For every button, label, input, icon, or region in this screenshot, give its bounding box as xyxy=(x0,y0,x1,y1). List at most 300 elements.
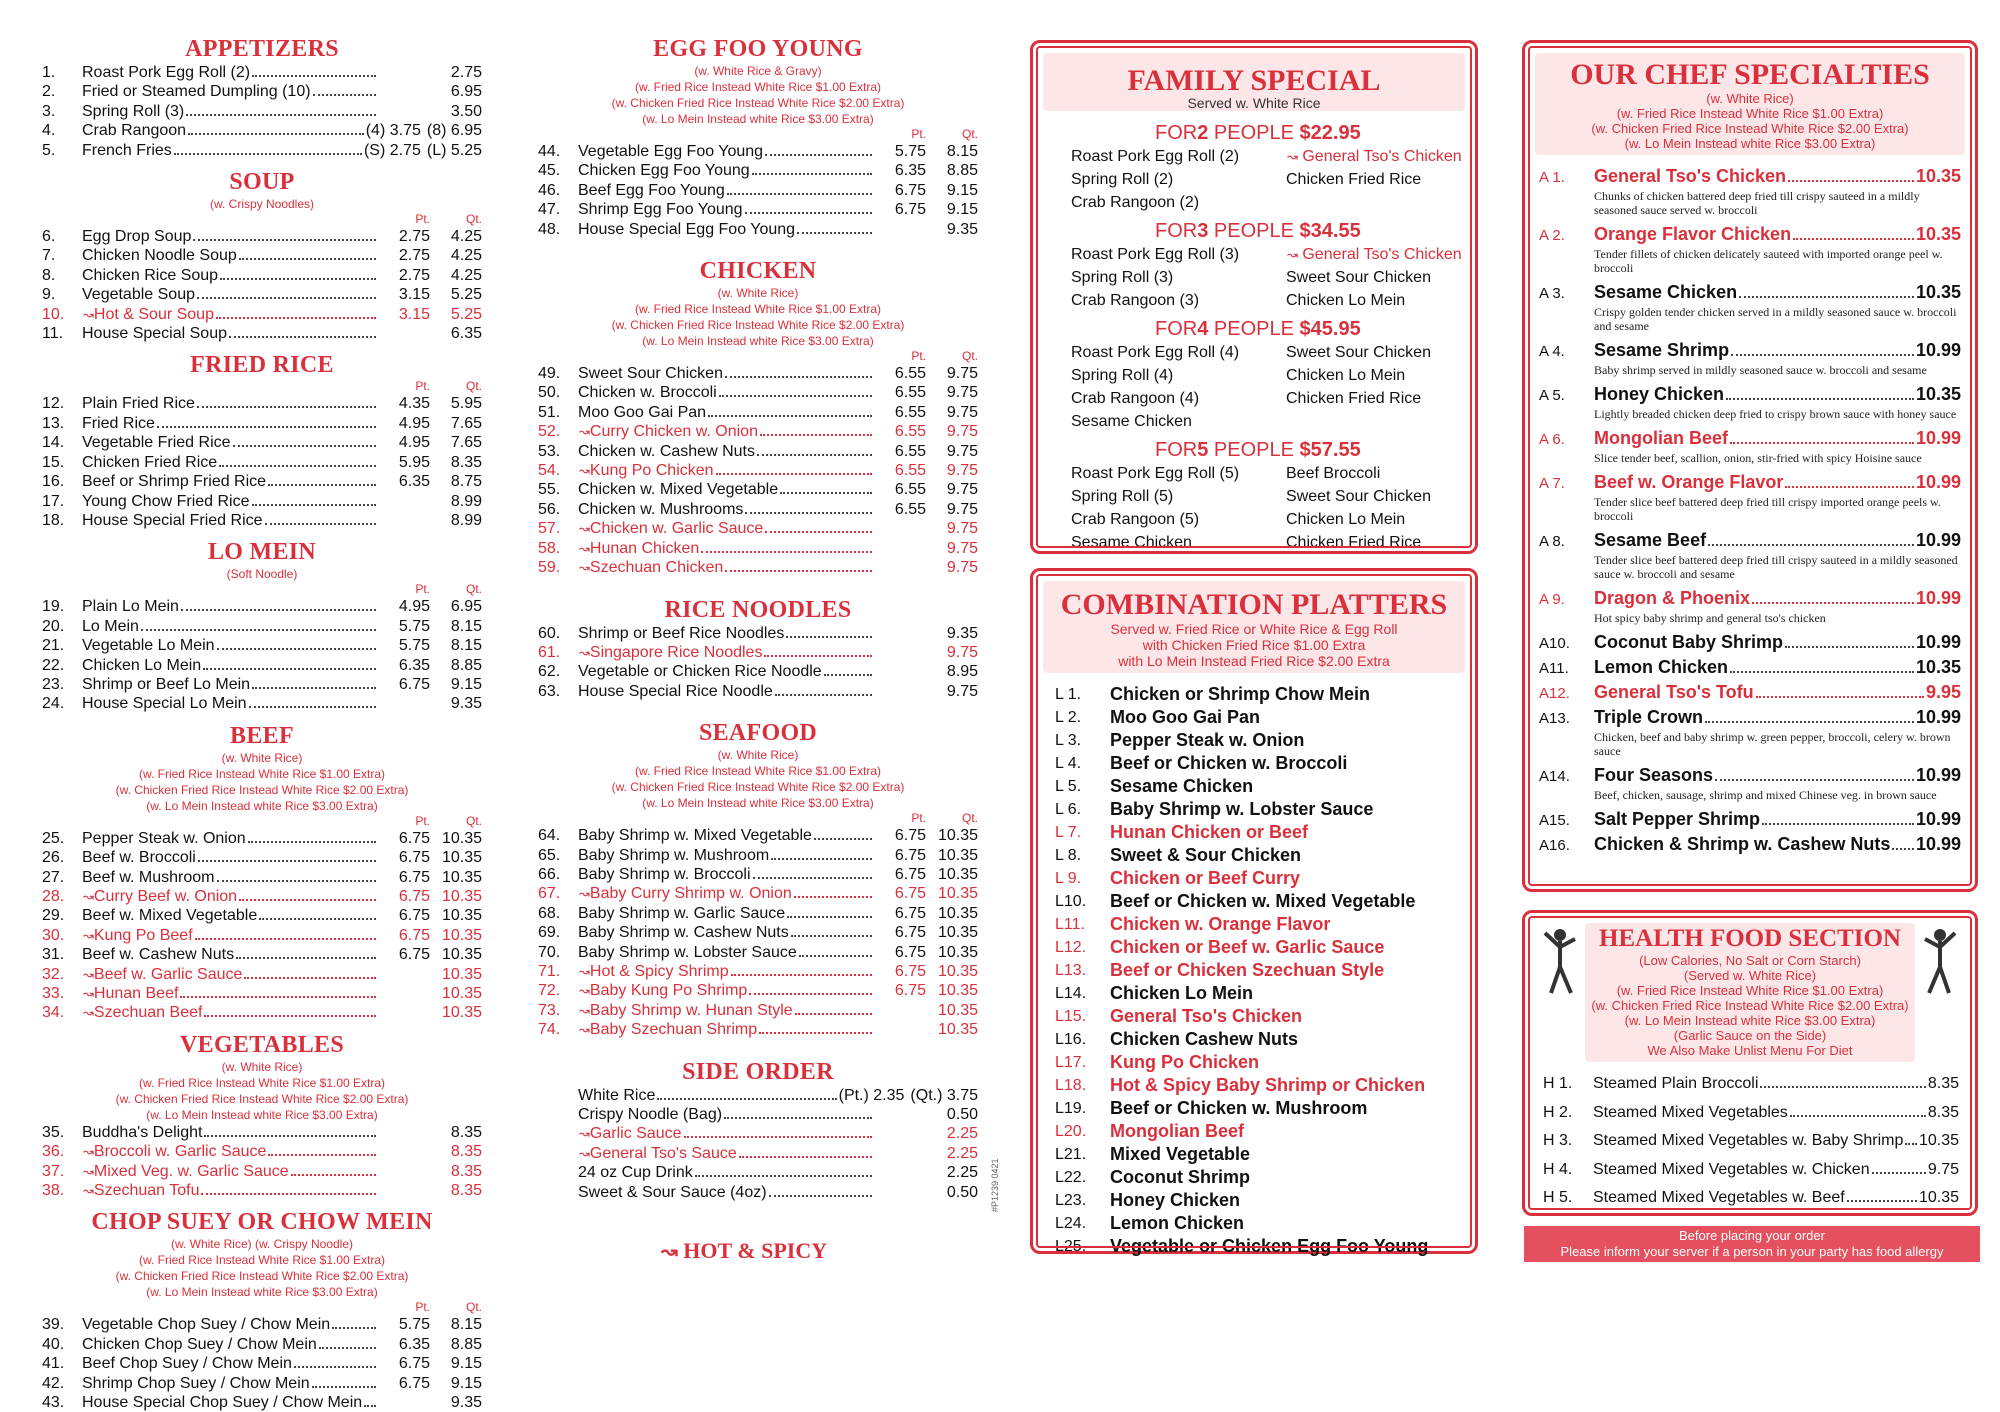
menu-item xyxy=(538,181,978,200)
chef-price: 10.99 xyxy=(1915,530,1961,550)
item-name: Spring Roll (3) xyxy=(82,102,185,120)
item-name: Hunan Beef xyxy=(93,985,179,1002)
health-note-line: (w. Lo Mein Instead white Rice $3.00 Extra) xyxy=(1624,1013,1876,1028)
combo-number: L13. xyxy=(1055,962,1087,979)
price-small: 6.75 xyxy=(894,827,926,845)
family-item xyxy=(1286,145,1486,168)
family-item xyxy=(1286,410,1486,433)
health-price: 8.35 xyxy=(1927,1075,1959,1092)
price-size-header xyxy=(538,349,978,364)
menu-item xyxy=(538,403,978,422)
dot-leader xyxy=(364,1405,376,1407)
family-item-name: Sweet Sour Chicken xyxy=(1286,488,1431,505)
family-item-name: Sweet Sour Chicken xyxy=(1286,344,1431,361)
dot-leader xyxy=(229,336,376,338)
chef-specialties-box xyxy=(1522,40,1978,892)
dot-leader xyxy=(764,655,872,657)
price-large: 9.75 xyxy=(946,462,978,480)
menu-item xyxy=(42,694,482,713)
chef-name: General Tso's Chicken xyxy=(1594,166,1787,186)
price-large: 8.85 xyxy=(946,162,978,180)
health-note-line: (Low Calories, No Salt or Corn Starch) xyxy=(1639,953,1861,968)
health-item xyxy=(1543,1156,1959,1185)
price-small: 3.15 xyxy=(398,286,430,304)
item-name: Baby Shrimp w. Hunan Style xyxy=(589,1001,793,1019)
price-large: 10.35 xyxy=(937,943,978,961)
price-large: (Qt.) 3.75 xyxy=(910,1086,978,1104)
item-number: 41. xyxy=(42,1355,65,1373)
dot-leader xyxy=(684,1136,873,1138)
chef-price: 10.35 xyxy=(1915,657,1961,677)
item-number: 44. xyxy=(538,143,561,160)
family-group-heading xyxy=(1033,121,1475,145)
price-size-header xyxy=(42,379,482,394)
section-note: (w. Fried Rice Instead White Rice $1.00 Extra) xyxy=(138,766,386,781)
dot-leader xyxy=(249,706,376,708)
menu-item xyxy=(42,906,482,925)
dot-leader xyxy=(198,860,376,862)
price-small: 6.75 xyxy=(894,982,926,1000)
chili-pepper-icon: ↝ xyxy=(579,1145,590,1161)
combo-note-line: with Lo Mein Instead Fried Rice $2.00 Extra xyxy=(1118,653,1390,669)
dot-leader xyxy=(252,687,376,689)
combo-item xyxy=(1033,706,1475,729)
combo-item xyxy=(1033,752,1475,775)
item-name: Beef or Shrimp Fried Rice xyxy=(82,473,267,491)
chef-name: Sesame Shrimp xyxy=(1594,340,1730,360)
health-name: Steamed Mixed Vegetables w. Chicken xyxy=(1593,1160,1870,1178)
item-name: Chicken Egg Foo Young xyxy=(578,162,750,180)
menu-item xyxy=(42,1374,482,1393)
dot-leader xyxy=(203,668,376,670)
dot-leader xyxy=(745,212,872,214)
chef-price: 10.99 xyxy=(1915,809,1961,829)
item-number: 52. xyxy=(538,423,561,441)
chef-item xyxy=(1539,587,1961,611)
dancer-figure-right-icon xyxy=(1919,927,1961,997)
menu-item xyxy=(42,1335,482,1354)
price-large: 2.25 xyxy=(946,1144,978,1162)
item-number: 63. xyxy=(538,682,561,700)
menu-column-left xyxy=(42,36,482,1412)
family-item: Spring Roll (3) xyxy=(1071,269,1174,286)
item-number: 2. xyxy=(42,83,56,101)
dot-leader xyxy=(695,1175,872,1177)
price-large: 9.35 xyxy=(946,220,978,238)
chili-pepper-icon: ↝ xyxy=(579,963,590,979)
health-number: H 2. xyxy=(1543,1103,1573,1121)
price-small: 6.55 xyxy=(894,365,926,383)
family-item: Roast Pork Egg Roll (4) xyxy=(1071,344,1240,361)
menu-item xyxy=(42,656,482,675)
menu-item xyxy=(538,865,978,884)
chili-pepper-icon: ↝ xyxy=(83,966,94,982)
item-number: 36. xyxy=(42,1143,65,1161)
chef-number: A16. xyxy=(1539,837,1570,854)
combo-item xyxy=(1033,1143,1475,1166)
family-group-heading xyxy=(1033,438,1475,462)
dot-leader xyxy=(1730,671,1914,673)
price-large: 9.75 xyxy=(946,539,978,557)
item-number: 28. xyxy=(42,887,65,905)
price-large: 0.50 xyxy=(946,1106,978,1123)
item-number: 66. xyxy=(538,865,561,883)
combo-name: Beef or Chicken w. Mushroom xyxy=(1110,1098,1368,1118)
item-name: Baby Curry Shrimp w. Onion xyxy=(589,885,792,903)
price-large: 0.50 xyxy=(946,1183,978,1201)
dot-leader xyxy=(1785,486,1914,488)
item-name: Curry Beef w. Onion xyxy=(93,887,238,905)
chef-price: 10.35 xyxy=(1915,224,1961,244)
menu-item xyxy=(42,1354,482,1373)
menu-item xyxy=(42,82,482,101)
combo-item xyxy=(1033,683,1475,706)
chef-description: Tender slice beef battered deep fried till crispy imported orange peels w. broccoli xyxy=(1594,495,1941,523)
item-number: 71. xyxy=(538,962,561,980)
item-number: 7. xyxy=(42,247,56,265)
combo-number: L17. xyxy=(1055,1054,1087,1071)
section-note: (w. Chicken Fried Rice Instead White Rice $2.00 Extra) xyxy=(115,782,409,797)
item-name: Baby Shrimp w. Mushroom xyxy=(578,846,770,864)
item-number: 27. xyxy=(42,868,65,886)
dot-leader xyxy=(181,609,376,611)
dot-leader xyxy=(797,232,872,234)
chef-name: Four Seasons xyxy=(1594,765,1714,785)
item-name: Vegetable Chop Suey / Chow Mein xyxy=(82,1316,331,1334)
section-note: (w. White Rice) xyxy=(221,750,303,765)
item-number: 54. xyxy=(538,462,561,480)
combo-name: Moo Goo Gai Pan xyxy=(1110,707,1261,727)
item-name: House Special Egg Foo Young xyxy=(578,220,796,238)
section-title-egg-foo-young: EGG FOO YOUNG xyxy=(653,36,863,62)
chef-number: A10. xyxy=(1539,635,1570,652)
chef-price: 10.99 xyxy=(1915,472,1961,492)
family-item: Roast Pork Egg Roll (2) xyxy=(1071,148,1240,165)
chili-pepper-icon: ↝ xyxy=(83,1163,94,1179)
item-number: 59. xyxy=(538,559,561,577)
price-small: 6.55 xyxy=(894,403,926,421)
print-code: #P1239 0421 xyxy=(990,1158,1000,1212)
menu-item xyxy=(538,1086,978,1105)
dot-leader xyxy=(795,1013,872,1015)
dot-leader xyxy=(217,880,377,882)
section-note: (w. Fried Rice Instead White Rice $1.00 Extra) xyxy=(634,302,882,317)
section-note: (w. White Rice) (w. Crispy Noodle) xyxy=(170,1237,354,1252)
price-large: 8.15 xyxy=(946,143,978,160)
item-name: Egg Drop Soup xyxy=(82,228,192,246)
item-name: Chicken Fried Rice xyxy=(82,453,218,471)
dot-leader xyxy=(204,1135,376,1137)
chef-number: A11. xyxy=(1539,660,1569,677)
section-note: (w. Chicken Fried Rice Instead White Rice $2.00 Extra) xyxy=(611,318,905,333)
price-large: 2.25 xyxy=(946,1125,978,1143)
price-large: 9.75 xyxy=(946,423,978,441)
dot-leader xyxy=(201,1193,376,1195)
chef-item xyxy=(1539,471,1961,495)
item-name: Beef w. Cashew Nuts xyxy=(82,946,235,964)
item-name: Vegetable Soup xyxy=(82,286,195,304)
dot-leader xyxy=(219,465,376,467)
chef-name: Honey Chicken xyxy=(1594,384,1725,404)
menu-item xyxy=(42,305,482,324)
chef-number: A 9. xyxy=(1539,591,1565,608)
family-item xyxy=(1286,387,1486,410)
price-size-header xyxy=(538,811,978,826)
item-name: Lo Mein xyxy=(82,617,139,635)
menu-item xyxy=(538,923,978,942)
item-number: 65. xyxy=(538,846,561,864)
combo-number: L11. xyxy=(1055,916,1085,933)
price-large: 6.95 xyxy=(450,83,482,101)
item-number: 18. xyxy=(42,511,65,529)
section-title-seafood: SEAFOOD xyxy=(698,720,818,747)
price-large: 9.75 xyxy=(946,384,978,402)
item-number: 42. xyxy=(42,1374,65,1392)
price-large: 10.35 xyxy=(441,1004,482,1022)
menu-item xyxy=(42,472,482,491)
dot-leader xyxy=(791,935,872,937)
family-item xyxy=(1286,508,1486,531)
chef-name: Lemon Chicken xyxy=(1594,657,1729,677)
item-number: 4. xyxy=(42,122,56,140)
price-large: 8.15 xyxy=(450,637,482,655)
item-number: 56. xyxy=(538,500,561,518)
item-number: 47. xyxy=(538,201,561,219)
price-small: 6.55 xyxy=(894,462,926,480)
chef-name: Dragon & Phoenix xyxy=(1594,588,1751,608)
chef-description: Tender slice beef battered deep fried till crispy sauteed in a mildly seasoned sauce w. broccoli and sesame xyxy=(1594,553,1958,581)
family-group-heading xyxy=(1033,219,1475,243)
combo-name: Baby Shrimp w. Lobster Sauce xyxy=(1110,799,1374,819)
section-note: (w. White Rice) xyxy=(717,286,799,301)
combo-name: Vegetable or Chicken Egg Foo Young xyxy=(1110,1236,1429,1256)
chili-pepper-icon: ↝ xyxy=(1287,247,1298,262)
menu-item xyxy=(538,220,978,239)
price-large: 6.95 xyxy=(450,598,482,616)
combo-number: L14. xyxy=(1055,985,1087,1002)
chef-number: A 8. xyxy=(1539,533,1565,550)
item-number: 61. xyxy=(538,643,561,661)
dot-leader xyxy=(745,512,872,514)
menu-item xyxy=(42,1315,482,1334)
combo-item xyxy=(1033,775,1475,798)
quart-label: Qt. xyxy=(961,127,978,141)
menu-item xyxy=(538,539,978,558)
item-name: Mixed Veg. w. Garlic Sauce xyxy=(93,1162,289,1180)
combo-number: L15. xyxy=(1055,1008,1087,1025)
item-name: Crispy Noodle (Bag) xyxy=(578,1106,723,1123)
pint-label: Pt. xyxy=(415,1300,430,1315)
price-large: 10.35 xyxy=(441,965,482,983)
price-large: 8.15 xyxy=(450,1316,482,1334)
item-name: Fried Rice xyxy=(82,414,155,432)
dot-leader xyxy=(724,1117,872,1119)
menu-item xyxy=(42,597,482,616)
dot-leader xyxy=(1760,1086,1925,1088)
price-size-header xyxy=(42,814,482,829)
combo-item xyxy=(1033,821,1475,844)
chef-list xyxy=(1525,165,1975,857)
price-large: 10.35 xyxy=(937,846,978,864)
combo-name: Hot & Spicy Baby Shrimp or Chicken xyxy=(1110,1075,1426,1095)
dot-leader xyxy=(332,1327,376,1329)
item-number: 19. xyxy=(42,598,65,616)
family-count: 2 xyxy=(1197,122,1209,144)
dot-leader xyxy=(731,974,872,976)
item-name: Baby Szechuan Shrimp xyxy=(589,1021,758,1039)
item-name: Vegetable or Chicken Rice Noodle xyxy=(578,663,822,681)
combo-name: Pepper Steak w. Onion xyxy=(1110,730,1305,750)
health-item xyxy=(1543,1184,1959,1213)
chef-name: Coconut Baby Shrimp xyxy=(1594,632,1784,652)
menu-item xyxy=(538,1124,978,1143)
price-large: 6.35 xyxy=(450,325,482,343)
pint-label: Pt. xyxy=(911,349,926,364)
menu-item xyxy=(42,675,482,694)
price-small: 6.75 xyxy=(398,946,430,964)
chef-item xyxy=(1539,383,1961,407)
price-large: 8.85 xyxy=(450,1335,482,1353)
price-small: (S) 2.75 xyxy=(363,141,421,159)
item-name: Baby Shrimp w. Garlic Sauce xyxy=(578,904,786,922)
chef-name: General Tso's Tofu xyxy=(1594,682,1754,702)
item-number: 38. xyxy=(42,1182,65,1200)
price-large: 9.75 xyxy=(946,520,978,538)
price-large: 9.35 xyxy=(450,1394,482,1412)
chili-pepper-icon: ↝ xyxy=(579,540,590,556)
quart-label: Qt. xyxy=(465,582,482,597)
family-item xyxy=(1286,289,1486,312)
health-number: H 4. xyxy=(1543,1160,1573,1178)
chef-price: 10.99 xyxy=(1915,588,1961,608)
item-number: 23. xyxy=(42,675,65,693)
item-number: 32. xyxy=(42,965,65,983)
item-name: Young Chow Fried Rice xyxy=(82,492,250,510)
item-name: Sweet Sour Chicken xyxy=(578,365,723,383)
item-number: 14. xyxy=(42,434,65,452)
menu-item xyxy=(42,141,482,160)
price-large: 8.35 xyxy=(450,1162,482,1180)
dot-leader xyxy=(1847,1200,1917,1202)
item-number: 17. xyxy=(42,492,65,510)
price-large: 9.15 xyxy=(450,1374,482,1392)
section-title-beef: BEEF xyxy=(230,722,294,749)
price-small: 6.55 xyxy=(894,423,926,441)
menu-item xyxy=(538,643,978,662)
health-item xyxy=(1543,1099,1959,1128)
price-small: 6.75 xyxy=(894,201,926,219)
family-for: FOR xyxy=(1155,220,1198,242)
family-special-subtitle: Served w. White Rice xyxy=(1187,95,1321,111)
item-name: Baby Kung Po Shrimp xyxy=(589,982,748,1000)
dot-leader xyxy=(220,278,376,280)
dot-leader xyxy=(1872,1172,1926,1174)
item-number: 40. xyxy=(42,1335,65,1353)
family-for: FOR xyxy=(1155,439,1198,461)
item-number: 31. xyxy=(42,946,65,964)
menu-item xyxy=(42,394,482,413)
family-item-name: Chicken Lo Mein xyxy=(1286,367,1406,384)
health-note-line: (Served w. White Rice) xyxy=(1683,968,1817,983)
combo-item xyxy=(1033,1166,1475,1189)
price-large: 10.35 xyxy=(937,1001,978,1019)
chef-item xyxy=(1539,631,1961,655)
dot-leader xyxy=(786,636,872,638)
combo-item xyxy=(1033,1212,1475,1235)
dot-leader xyxy=(157,426,376,428)
section-note: (w. Chicken Fried Rice Instead White Rice $2.00 Extra) xyxy=(115,1091,409,1106)
dot-leader xyxy=(244,977,376,979)
price-large: 10.35 xyxy=(937,865,978,883)
quart-label: Qt. xyxy=(465,212,482,227)
section-note: (w. Fried Rice Instead White Rice $1.00 Extra) xyxy=(634,764,882,779)
dot-leader xyxy=(719,395,872,397)
item-name: Sweet & Sour Sauce (4oz) xyxy=(578,1183,767,1201)
dot-leader xyxy=(217,648,376,650)
price-large: 9.75 xyxy=(946,481,978,499)
item-number: 25. xyxy=(42,829,65,847)
chili-pepper-icon: ↝ xyxy=(579,521,590,537)
chef-item xyxy=(1539,529,1961,553)
price-small: 6.75 xyxy=(398,849,430,867)
chili-pepper-icon: ↝ xyxy=(83,1144,94,1160)
chef-item xyxy=(1539,764,1961,788)
dot-leader xyxy=(1793,238,1914,240)
menu-item xyxy=(42,848,482,867)
menu-column-middle xyxy=(538,36,978,1202)
price-large: 5.95 xyxy=(450,395,482,413)
menu-item xyxy=(538,1001,978,1020)
dot-leader xyxy=(174,153,362,155)
item-number: 5. xyxy=(42,141,56,159)
price-small: 4.35 xyxy=(398,395,430,413)
family-special-title: FAMILY SPECIAL xyxy=(1127,64,1381,97)
health-note-line: (w. Chicken Fried Rice Instead White Rice $2.00 Extra) xyxy=(1591,998,1909,1013)
combo-number: L 3. xyxy=(1055,732,1082,749)
dot-leader xyxy=(193,239,376,241)
item-name: Beef w. Mixed Vegetable xyxy=(82,907,258,925)
dot-leader xyxy=(291,1174,376,1176)
menu-item xyxy=(42,121,482,140)
price-large: 9.35 xyxy=(946,624,978,642)
price-small: 6.55 xyxy=(894,384,926,402)
combo-number: L 8. xyxy=(1055,847,1082,864)
item-name: House Special Lo Mein xyxy=(82,695,247,713)
family-item: Sesame Chicken xyxy=(1071,534,1192,551)
item-name: Beef Chop Suey / Chow Mein xyxy=(82,1355,292,1373)
price-large: 10.35 xyxy=(937,924,978,942)
item-name: Plain Fried Rice xyxy=(82,395,195,413)
item-number: 58. xyxy=(538,539,561,557)
price-small: 6.35 xyxy=(398,1335,430,1353)
family-special-groups xyxy=(1033,121,1475,554)
family-price: $22.95 xyxy=(1299,122,1361,144)
price-small: 6.75 xyxy=(398,1374,430,1392)
price-small: 6.55 xyxy=(894,442,926,460)
chef-note-line: (w. Chicken Fried Rice Instead White Rice $2.00 Extra) xyxy=(1591,121,1909,136)
price-large: 10.35 xyxy=(441,887,482,905)
menu-item xyxy=(42,453,482,472)
dot-leader xyxy=(1756,696,1924,698)
price-small: 5.75 xyxy=(398,1316,430,1334)
menu-item xyxy=(42,1123,482,1142)
combo-name: Chicken w. Orange Flavor xyxy=(1110,914,1331,934)
quart-label: Qt. xyxy=(465,813,482,828)
menu-item xyxy=(538,662,978,681)
item-name: Baby Shrimp w. Cashew Nuts xyxy=(578,924,789,942)
price-small: 6.35 xyxy=(398,473,430,491)
menu-item xyxy=(42,1003,482,1022)
